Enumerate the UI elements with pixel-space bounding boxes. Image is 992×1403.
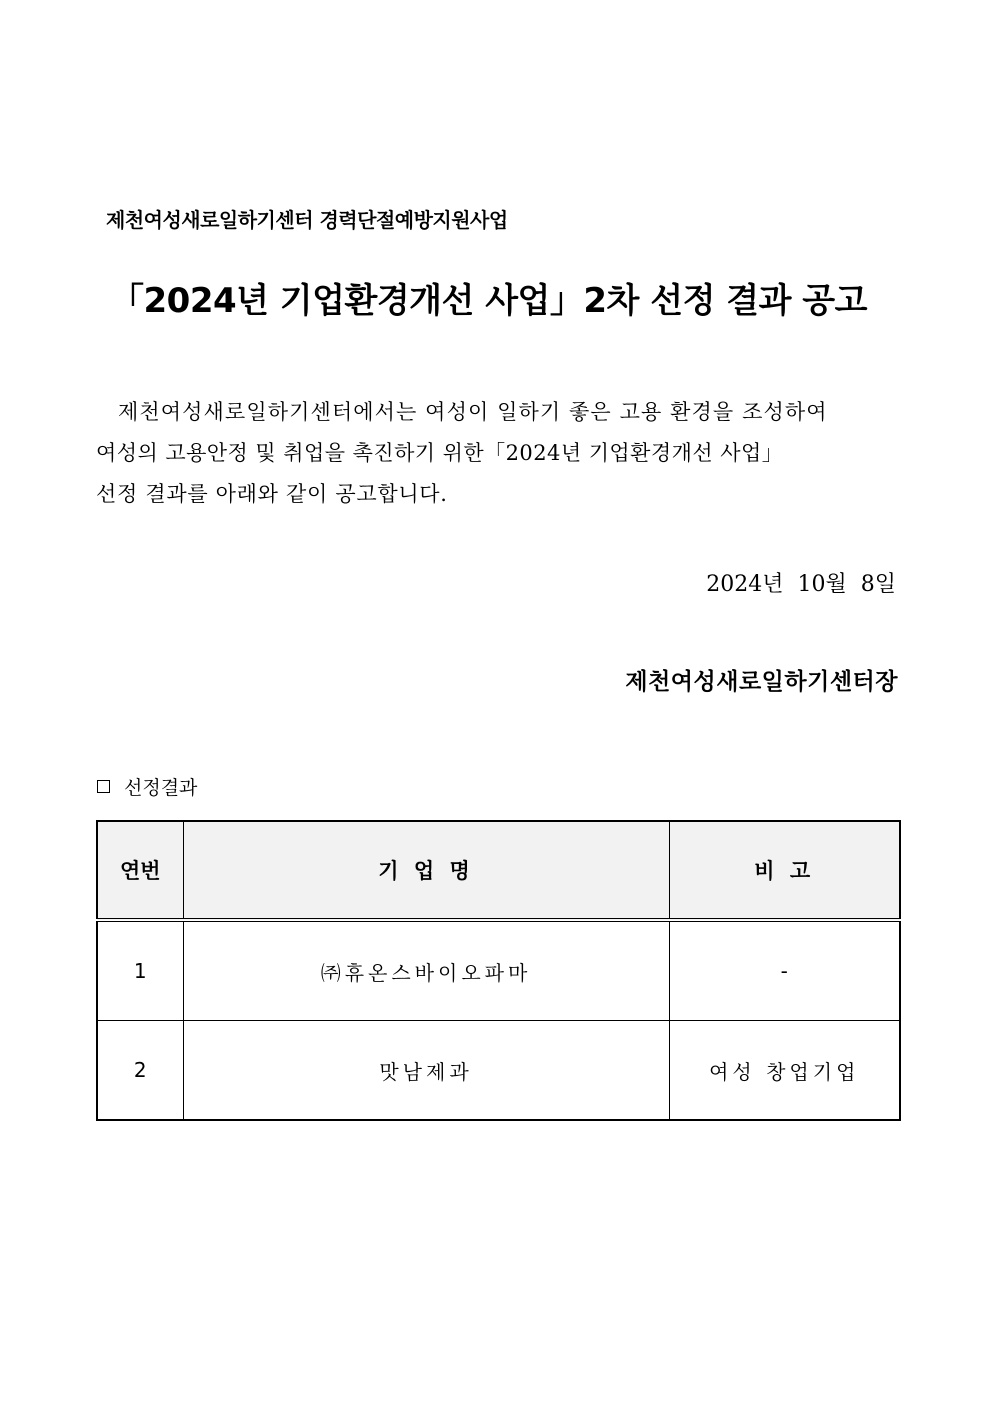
- table-row: [97, 1021, 900, 1121]
- header-note: 비 고: [669, 821, 900, 920]
- announcement-date: 2024년 10월 8일: [706, 572, 896, 597]
- checkbox-icon: [97, 780, 110, 793]
- section-label: 선정결과: [124, 777, 198, 799]
- page-title: 「2024년 기업환경개선 사업」2차 선정 결과 공고: [110, 281, 867, 321]
- cell-note: -: [669, 920, 900, 1021]
- cell-no: 1: [97, 920, 183, 1021]
- section-heading: [97, 773, 197, 800]
- announcement-body: [96, 392, 896, 515]
- cell-company-name: ㈜휴온스바이오파마: [183, 920, 669, 1021]
- cell-note: 여성 창업기업: [669, 1021, 900, 1121]
- body-line: 선정 결과를 아래와 같이 공고합니다.: [96, 482, 448, 506]
- header-no: 연번: [97, 821, 183, 920]
- table-header-row: [97, 821, 900, 920]
- issuer-name: 제천여성새로일하기센터장: [625, 668, 898, 695]
- cell-no: 2: [97, 1021, 183, 1121]
- header-company-name: 기 업 명: [183, 821, 669, 920]
- table-row: [97, 920, 900, 1021]
- subtitle: 제천여성새로일하기센터 경력단절예방지원사업: [106, 208, 508, 232]
- body-line: 제천여성새로일하기센터에서는 여성이 일하기 좋은 고용 환경을 조성하여: [118, 400, 828, 424]
- body-line: 여성의 고용안정 및 취업을 촉진하기 위한「2024년 기업환경개선 사업」: [96, 441, 784, 465]
- cell-company-name: 맛남제과: [183, 1021, 669, 1121]
- results-table: [96, 820, 901, 1121]
